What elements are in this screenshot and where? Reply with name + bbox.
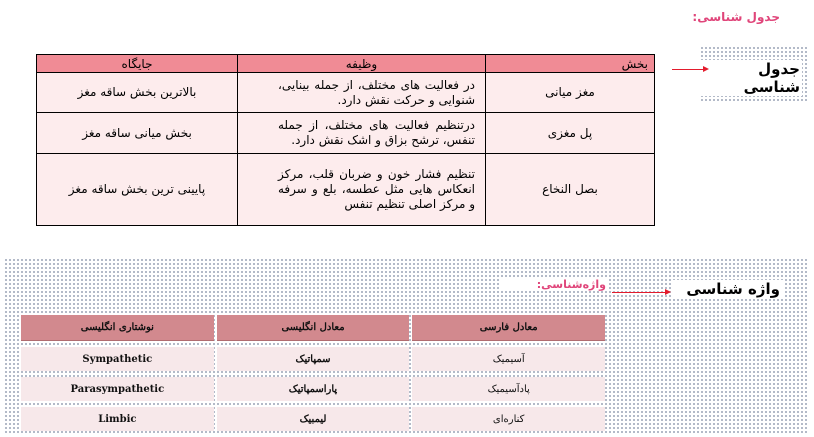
- table-callout-box: [700, 46, 808, 102]
- cell-transliteration: Limbic: [21, 407, 214, 431]
- brainstem-table: [36, 54, 655, 226]
- header-english: معادل انگلیسی: [217, 315, 410, 341]
- table-row: [21, 407, 605, 431]
- header-location: جایگاه: [37, 55, 238, 73]
- table-row: [21, 377, 605, 401]
- cell-part: بصل النخاع: [486, 154, 655, 226]
- cell-english: سمپاتیک: [217, 347, 410, 371]
- cell-location: بخش میانی ساقه مغز: [37, 113, 238, 154]
- header-part: بخش: [486, 55, 655, 73]
- header-function: وظیفه: [238, 55, 486, 73]
- vocabulary-callout-arrow-icon: [612, 292, 666, 293]
- cell-part: مغز میانی: [486, 73, 655, 113]
- cell-english: لیمبیک: [217, 407, 410, 431]
- table-section-heading: جدول شناسی:: [692, 10, 780, 24]
- header-transliteration: نوشتاری انگلیسی: [21, 315, 214, 341]
- cell-function: درتنظیم فعالیت های مختلف، از جمله تنفس، ترشح بزاق و اشک نقش دارد.: [238, 113, 486, 154]
- vocabulary-callout-label: واژه شناسی: [672, 280, 784, 298]
- cell-part: پل مغزی: [486, 113, 655, 154]
- cell-persian: آسیمیک: [412, 347, 605, 371]
- cell-persian: کناره‌ای: [412, 407, 605, 431]
- table-header-row: [21, 315, 605, 341]
- cell-transliteration: Parasympathetic: [21, 377, 214, 401]
- table-row: [21, 347, 605, 371]
- table-row: [37, 154, 655, 226]
- cell-function: در فعالیت های مختلف، از جمله بینایی، شنوایی و حرکت نقش دارد.: [238, 73, 486, 113]
- table-callout-arrow-icon: [672, 69, 704, 70]
- cell-persian: پادآسیمیک: [412, 377, 605, 401]
- table-row: [37, 73, 655, 113]
- cell-english: پاراسمپاتیک: [217, 377, 410, 401]
- vocabulary-table: [18, 309, 608, 437]
- cell-function: تنظیم فشار خون و ضربان قلب، مرکز انعکاس هایی مثل عطسه، بلع و سرفه و مرکز اصلی تنظیم تنفس: [238, 154, 486, 226]
- cell-transliteration: Sympathetic: [21, 347, 214, 371]
- header-persian: معادل فارسی: [412, 315, 605, 341]
- cell-location: پایینی ترین بخش ساقه مغز: [37, 154, 238, 226]
- cell-location: بالاترین بخش ساقه مغز: [37, 73, 238, 113]
- table-callout-label: جدول شناسی: [700, 60, 802, 96]
- table-header-row: [37, 55, 655, 73]
- table-row: [37, 113, 655, 154]
- vocabulary-section-heading: واژه‌شناسی:: [500, 278, 608, 291]
